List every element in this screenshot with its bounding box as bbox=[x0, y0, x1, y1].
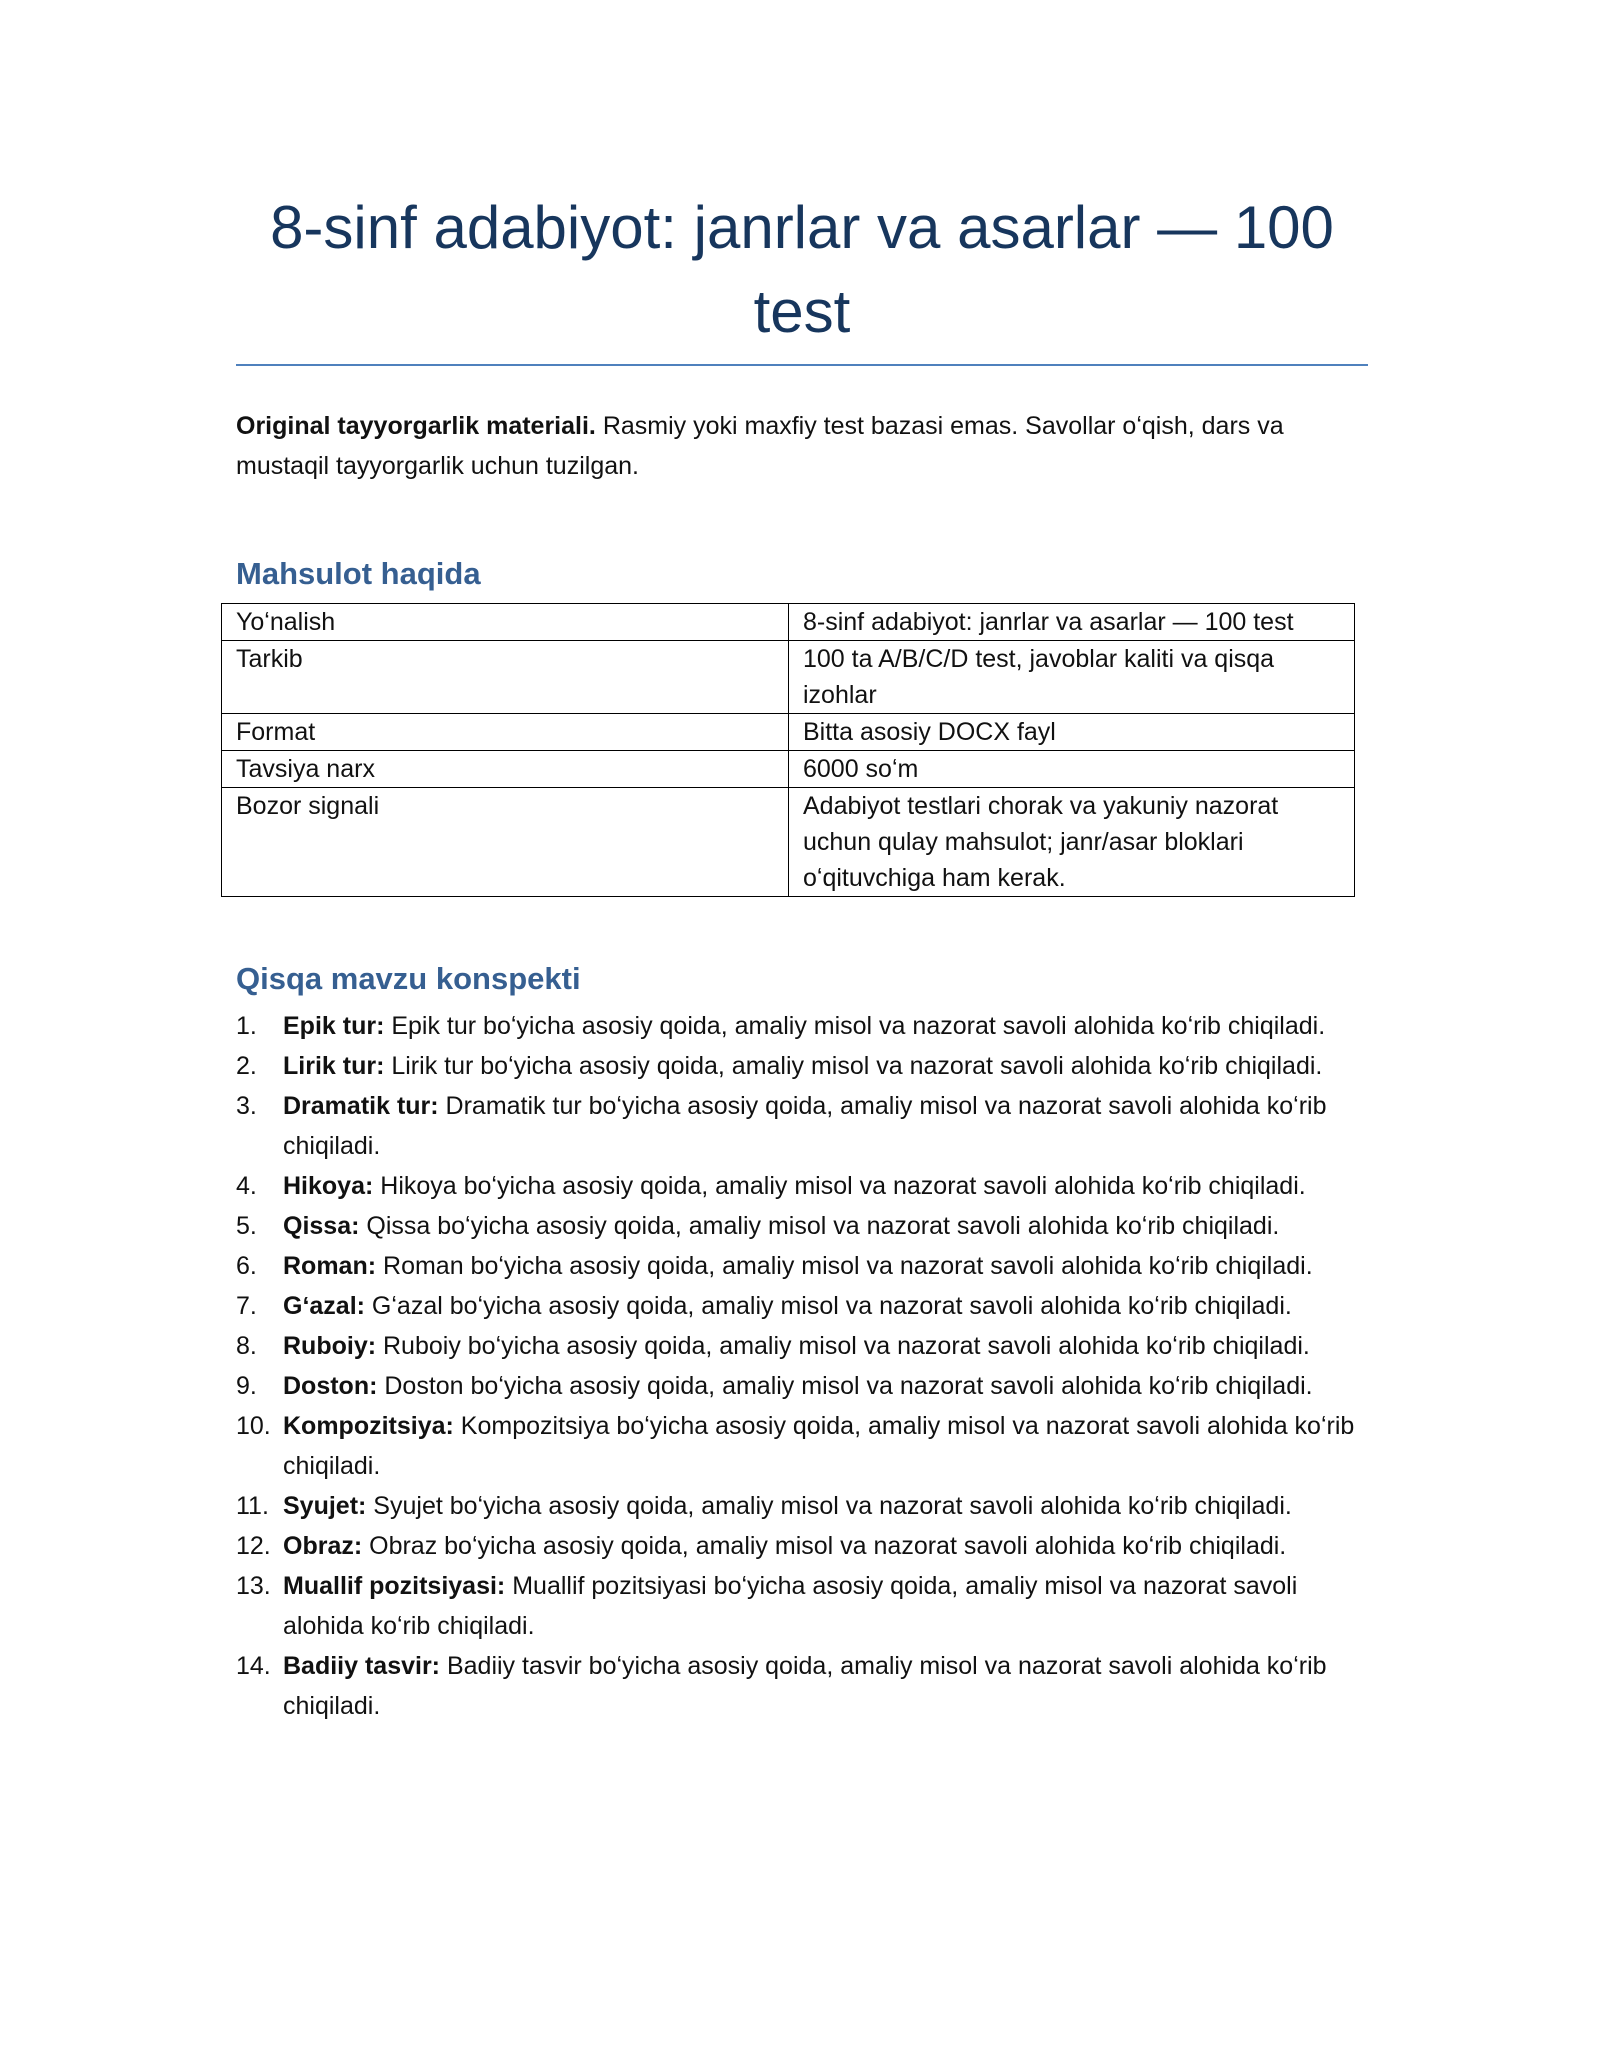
about-table bbox=[221, 603, 1355, 897]
table-row bbox=[222, 714, 1355, 751]
list-text: Qissa boʻyicha asosiy qoida, amaliy misol va nazorat savoli alohida koʻrib chiqiladi. bbox=[359, 1212, 1280, 1240]
list-text: Dramatik tur boʻyicha asosiy qoida, amaliy misol va nazorat savoli alohida koʻrib chiqiladi. bbox=[283, 1092, 1327, 1160]
table-key: Bozor signali bbox=[222, 788, 789, 897]
about-heading: Mahsulot haqida bbox=[236, 556, 481, 591]
table-value: 100 ta A/B/C/D test, javoblar kaliti va qisqa izohlar bbox=[789, 641, 1355, 714]
list-item bbox=[236, 1406, 1366, 1486]
list-number: 7. bbox=[236, 1292, 257, 1320]
list-item bbox=[236, 1166, 1366, 1206]
table-key: Format bbox=[222, 714, 789, 751]
table-key: Tarkib bbox=[222, 641, 789, 714]
list-text: Doston boʻyicha asosiy qoida, amaliy misol va nazorat savoli alohida koʻrib chiqiladi. bbox=[377, 1372, 1313, 1400]
list-term: Epik tur: bbox=[283, 1012, 385, 1040]
list-text: Hikoya boʻyicha asosiy qoida, amaliy misol va nazorat savoli alohida koʻrib chiqiladi. bbox=[373, 1172, 1306, 1200]
list-item bbox=[236, 1566, 1366, 1646]
table-row bbox=[222, 788, 1355, 897]
list-term: Dramatik tur: bbox=[283, 1092, 439, 1120]
list-number: 1. bbox=[236, 1012, 257, 1040]
list-term: Gʻazal: bbox=[283, 1292, 365, 1320]
list-term: Kompozitsiya: bbox=[283, 1412, 454, 1440]
intro-text: Rasmiy yoki maxfiy test bazasi emas. Savollar oʻqish, dars va mustaqil tayyorgarlik uchun tuzilgan. bbox=[236, 412, 1284, 480]
list-item bbox=[236, 1006, 1366, 1046]
intro-paragraph bbox=[236, 406, 1356, 486]
list-term: Muallif pozitsiyasi: bbox=[283, 1572, 506, 1600]
list-text: Obraz boʻyicha asosiy qoida, amaliy misol va nazorat savoli alohida koʻrib chiqiladi. bbox=[362, 1532, 1287, 1560]
list-item bbox=[236, 1366, 1366, 1406]
list-number: 6. bbox=[236, 1252, 257, 1280]
list-item bbox=[236, 1486, 1366, 1526]
list-number: 3. bbox=[236, 1092, 257, 1120]
list-text: Lirik tur boʻyicha asosiy qoida, amaliy misol va nazorat savoli alohida koʻrib chiqiladi. bbox=[384, 1052, 1323, 1080]
list-term: Syujet: bbox=[283, 1492, 367, 1520]
list-number: 5. bbox=[236, 1212, 257, 1240]
list-number: 13. bbox=[236, 1572, 271, 1600]
list-number: 2. bbox=[236, 1052, 257, 1080]
list-term: Badiiy tasvir: bbox=[283, 1652, 441, 1680]
table-value: Bitta asosiy DOCX fayl bbox=[789, 714, 1355, 751]
list-item bbox=[236, 1246, 1366, 1286]
list-text: Badiiy tasvir boʻyicha asosiy qoida, amaliy misol va nazorat savoli alohida koʻrib chiqiladi. bbox=[283, 1652, 1327, 1720]
table-row bbox=[222, 751, 1355, 788]
table-key: Tavsiya narx bbox=[222, 751, 789, 788]
list-term: Lirik tur: bbox=[283, 1052, 385, 1080]
list-item bbox=[236, 1286, 1366, 1326]
table-row bbox=[222, 604, 1355, 641]
list-text: Ruboiy boʻyicha asosiy qoida, amaliy misol va nazorat savoli alohida koʻrib chiqiladi. bbox=[376, 1332, 1310, 1360]
list-term: Roman: bbox=[283, 1252, 377, 1280]
list-number: 14. bbox=[236, 1652, 271, 1680]
intro-bold-lead: Original tayyorgarlik materiali. bbox=[236, 412, 596, 440]
list-text: Muallif pozitsiyasi boʻyicha asosiy qoida, amaliy misol va nazorat savoli alohida koʻrib chiqiladi. bbox=[283, 1572, 1298, 1640]
list-item bbox=[236, 1086, 1366, 1166]
list-term: Ruboiy: bbox=[283, 1332, 377, 1360]
table-value: 6000 soʻm bbox=[789, 751, 1355, 788]
list-item bbox=[236, 1326, 1366, 1366]
list-number: 10. bbox=[236, 1412, 271, 1440]
list-number: 9. bbox=[236, 1372, 257, 1400]
document-title: 8-sinf adabiyot: janrlar va asarlar — 100 test bbox=[270, 194, 1334, 345]
table-value: 8-sinf adabiyot: janrlar va asarlar — 100 test bbox=[789, 604, 1355, 641]
list-term: Doston: bbox=[283, 1372, 378, 1400]
list-term: Obraz: bbox=[283, 1532, 363, 1560]
title-divider bbox=[236, 364, 1368, 366]
list-number: 11. bbox=[236, 1492, 269, 1520]
table-row bbox=[222, 641, 1355, 714]
table-key: Yoʻnalish bbox=[222, 604, 789, 641]
list-text: Gʻazal boʻyicha asosiy qoida, amaliy misol va nazorat savoli alohida koʻrib chiqiladi. bbox=[364, 1292, 1292, 1320]
list-item bbox=[236, 1046, 1366, 1086]
list-number: 12. bbox=[236, 1532, 271, 1560]
list-number: 4. bbox=[236, 1172, 257, 1200]
summary-heading: Qisqa mavzu konspekti bbox=[236, 961, 581, 996]
list-term: Qissa: bbox=[283, 1212, 360, 1240]
list-text: Syujet boʻyicha asosiy qoida, amaliy misol va nazorat savoli alohida koʻrib chiqiladi. bbox=[366, 1492, 1292, 1520]
list-text: Kompozitsiya boʻyicha asosiy qoida, amaliy misol va nazorat savoli alohida koʻrib chiqiladi. bbox=[283, 1412, 1355, 1480]
list-text: Roman boʻyicha asosiy qoida, amaliy misol va nazorat savoli alohida koʻrib chiqiladi. bbox=[376, 1252, 1313, 1280]
list-term: Hikoya: bbox=[283, 1172, 374, 1200]
summary-list bbox=[236, 1006, 1366, 1726]
list-item bbox=[236, 1646, 1366, 1726]
list-item bbox=[236, 1526, 1366, 1566]
table-value: Adabiyot testlari chorak va yakuniy nazorat uchun qulay mahsulot; janr/asar bloklari oʻqituvchiga ham kerak. bbox=[789, 788, 1355, 897]
list-item bbox=[236, 1206, 1366, 1246]
list-text: Epik tur boʻyicha asosiy qoida, amaliy misol va nazorat savoli alohida koʻrib chiqiladi. bbox=[384, 1012, 1326, 1040]
list-number: 8. bbox=[236, 1332, 257, 1360]
